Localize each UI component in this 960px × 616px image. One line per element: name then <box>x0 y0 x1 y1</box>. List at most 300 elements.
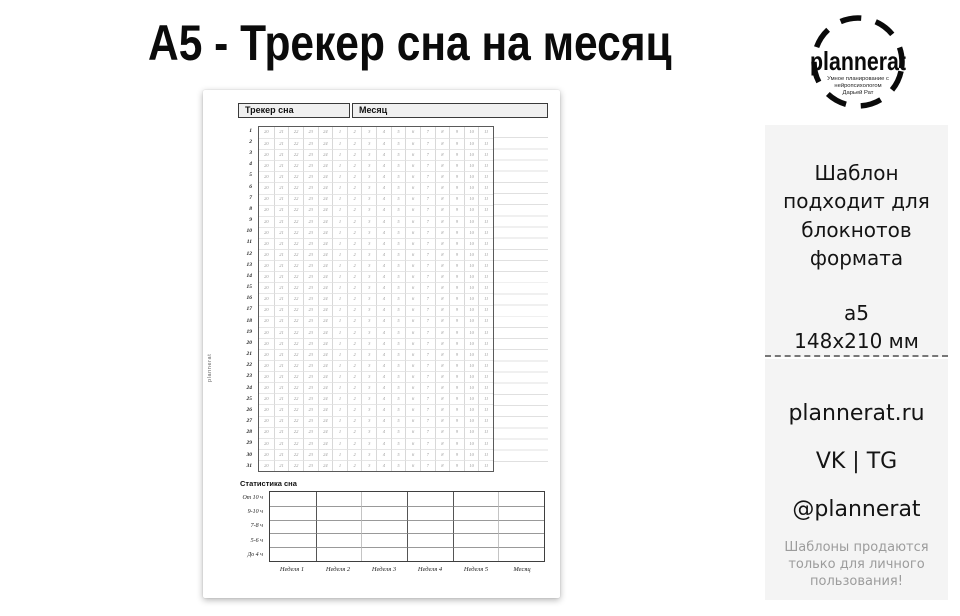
hour-cell: 9 <box>449 249 464 260</box>
hour-cell: 20 <box>259 249 274 260</box>
hour-cell: 20 <box>259 382 274 393</box>
day-number: 17 <box>246 306 252 313</box>
hour-cell: 21 <box>274 227 289 238</box>
hour-cell: 4 <box>376 393 391 404</box>
hour-cell: 6 <box>405 427 420 438</box>
hour-cell: 10 <box>464 449 479 460</box>
hour-cell: 7 <box>420 438 435 449</box>
hour-cell: 22 <box>288 216 303 227</box>
hour-cell: 5 <box>391 216 406 227</box>
hour-cell: 5 <box>391 194 406 205</box>
hour-cell: 6 <box>405 327 420 338</box>
hour-cell: 21 <box>274 316 289 327</box>
social-handle: @plannerat <box>792 496 921 522</box>
hour-cell: 3 <box>361 393 376 404</box>
stats-cell <box>498 492 544 506</box>
hour-cell: 6 <box>405 460 420 471</box>
hour-cell: 5 <box>391 260 406 271</box>
brand-wordmark: plannerat <box>810 46 907 76</box>
hour-cell: 22 <box>288 338 303 349</box>
hour-cell: 11 <box>478 316 493 327</box>
hour-cell: 21 <box>274 216 289 227</box>
hour-cell: 11 <box>478 160 493 171</box>
hour-cell: 6 <box>405 404 420 415</box>
hour-cell: 9 <box>449 416 464 427</box>
hour-cell: 22 <box>288 205 303 216</box>
hour-cell: 10 <box>464 293 479 304</box>
hour-cell: 11 <box>478 227 493 238</box>
day-number: 5 <box>249 172 252 179</box>
format-note: Шаблон подходит для блокнотов формата <box>783 161 930 271</box>
hour-cell: 22 <box>288 127 303 138</box>
stats-cell <box>453 506 499 520</box>
stats-row-label: 9-10 ч <box>247 509 263 516</box>
hour-cell: 23 <box>303 216 318 227</box>
hour-cell: 8 <box>435 227 450 238</box>
stats-cell <box>316 520 362 534</box>
hour-cell: 10 <box>464 227 479 238</box>
hour-cell: 7 <box>420 338 435 349</box>
tracker-header-title: Трекер сна <box>238 103 350 118</box>
hour-cell: 10 <box>464 182 479 193</box>
hour-cell: 23 <box>303 238 318 249</box>
hour-cell: 3 <box>361 182 376 193</box>
hour-cell: 21 <box>274 327 289 338</box>
hour-cell: 11 <box>478 271 493 282</box>
hour-cell: 4 <box>376 293 391 304</box>
hour-cell: 10 <box>464 149 479 160</box>
hour-cell: 4 <box>376 427 391 438</box>
hour-cell: 3 <box>361 438 376 449</box>
hour-cell: 8 <box>435 360 450 371</box>
hour-cell: 22 <box>288 449 303 460</box>
hour-cell: 11 <box>478 393 493 404</box>
hour-cell: 24 <box>318 149 333 160</box>
hour-cell: 6 <box>405 305 420 316</box>
hour-cell: 4 <box>376 238 391 249</box>
hour-cell: 24 <box>318 138 333 149</box>
hour-cell: 1 <box>332 194 347 205</box>
stats-title: Статистика сна <box>240 479 297 488</box>
hour-cell: 8 <box>435 238 450 249</box>
hour-cell: 2 <box>347 393 362 404</box>
hour-cell: 24 <box>318 382 333 393</box>
sidebar-info-panel <box>765 125 948 357</box>
stats-col-label: Неделя 2 <box>325 565 351 573</box>
day-number: 8 <box>249 205 252 212</box>
hour-cell: 1 <box>332 349 347 360</box>
hour-cell: 4 <box>376 360 391 371</box>
hour-cell: 3 <box>361 249 376 260</box>
hour-cell: 10 <box>464 371 479 382</box>
hour-cell: 21 <box>274 305 289 316</box>
hour-cell: 20 <box>259 416 274 427</box>
hour-cell: 23 <box>303 138 318 149</box>
hour-cell: 8 <box>435 393 450 404</box>
page-title: А5 - Трекер сна на месяц <box>148 15 672 71</box>
hour-cell: 7 <box>420 227 435 238</box>
hour-cell: 8 <box>435 316 450 327</box>
hour-cell: 3 <box>361 404 376 415</box>
hour-cell: 1 <box>332 371 347 382</box>
hour-cell: 23 <box>303 171 318 182</box>
hour-cell: 11 <box>478 371 493 382</box>
hour-cell: 2 <box>347 360 362 371</box>
hour-cell: 5 <box>391 138 406 149</box>
stats-cell <box>316 506 362 520</box>
hour-cell: 20 <box>259 216 274 227</box>
hour-cell: 7 <box>420 127 435 138</box>
hour-cell: 22 <box>288 416 303 427</box>
hour-cell: 20 <box>259 393 274 404</box>
hour-cell: 4 <box>376 171 391 182</box>
hour-cell: 9 <box>449 205 464 216</box>
hour-cell: 7 <box>420 382 435 393</box>
hour-cell: 10 <box>464 216 479 227</box>
hour-cell: 8 <box>435 138 450 149</box>
hour-cell: 2 <box>347 282 362 293</box>
hour-cell: 5 <box>391 271 406 282</box>
hour-cell: 8 <box>435 293 450 304</box>
hour-cell: 24 <box>318 182 333 193</box>
hour-cell: 5 <box>391 238 406 249</box>
template-preview-page <box>203 90 560 598</box>
hour-cell: 1 <box>332 249 347 260</box>
hour-cell: 6 <box>405 438 420 449</box>
hour-cell: 1 <box>332 160 347 171</box>
hour-cell: 10 <box>464 194 479 205</box>
hour-cell: 5 <box>391 382 406 393</box>
hour-cell: 10 <box>464 160 479 171</box>
hour-cell: 2 <box>347 327 362 338</box>
hour-cell: 6 <box>405 216 420 227</box>
hour-cell: 5 <box>391 460 406 471</box>
hour-cell: 21 <box>274 182 289 193</box>
hour-cell: 24 <box>318 316 333 327</box>
social-links: VK | TG <box>815 448 898 474</box>
brand-tagline-line: нейропсихологом <box>834 83 882 89</box>
day-number: 26 <box>246 406 252 413</box>
hour-cell: 9 <box>449 327 464 338</box>
hour-cell: 23 <box>303 271 318 282</box>
hour-cell: 2 <box>347 449 362 460</box>
hour-cell: 24 <box>318 127 333 138</box>
hour-cell: 1 <box>332 260 347 271</box>
hour-cell: 20 <box>259 260 274 271</box>
hour-cell: 23 <box>303 449 318 460</box>
hour-cell: 11 <box>478 194 493 205</box>
hour-cell: 21 <box>274 371 289 382</box>
hour-cell: 23 <box>303 360 318 371</box>
hour-cell: 6 <box>405 227 420 238</box>
hour-cell: 22 <box>288 171 303 182</box>
hour-cell: 7 <box>420 316 435 327</box>
stats-cell <box>270 492 316 506</box>
hour-cell: 6 <box>405 182 420 193</box>
stats-cell <box>407 520 453 534</box>
hour-cell: 20 <box>259 449 274 460</box>
hour-cell: 9 <box>449 260 464 271</box>
stats-row-label: До 4 ч <box>247 551 263 558</box>
day-number: 2 <box>249 138 252 145</box>
hour-cell: 24 <box>318 360 333 371</box>
hour-cell: 2 <box>347 293 362 304</box>
hour-cell: 8 <box>435 460 450 471</box>
stats-row-label: 7-8 ч <box>250 523 263 530</box>
day-number: 16 <box>246 295 252 302</box>
stats-cell <box>270 547 316 561</box>
hour-cell: 20 <box>259 160 274 171</box>
hour-cell: 5 <box>391 416 406 427</box>
hour-cell: 20 <box>259 349 274 360</box>
hour-cell: 20 <box>259 227 274 238</box>
hour-cell: 2 <box>347 182 362 193</box>
stats-cell <box>361 492 407 506</box>
hour-cell: 20 <box>259 360 274 371</box>
hour-cell: 22 <box>288 371 303 382</box>
hour-cell: 7 <box>420 349 435 360</box>
hour-cell: 3 <box>361 282 376 293</box>
hour-cell: 6 <box>405 338 420 349</box>
hour-cell: 24 <box>318 216 333 227</box>
day-number: 12 <box>246 250 252 257</box>
day-number: 11 <box>246 239 252 246</box>
format-size-line: а5 <box>844 300 869 325</box>
hour-cell: 2 <box>347 138 362 149</box>
hour-cell: 9 <box>449 293 464 304</box>
hour-cell: 10 <box>464 127 479 138</box>
hour-cell: 20 <box>259 371 274 382</box>
hour-cell: 4 <box>376 205 391 216</box>
hour-cell: 23 <box>303 127 318 138</box>
brand-tagline-line: Дарьей Рат <box>842 90 874 96</box>
hour-cell: 6 <box>405 382 420 393</box>
hour-cell: 22 <box>288 293 303 304</box>
hour-cell: 9 <box>449 449 464 460</box>
hour-cell: 1 <box>332 305 347 316</box>
day-number: 31 <box>246 462 252 469</box>
day-number: 20 <box>246 339 252 346</box>
hour-cell: 24 <box>318 416 333 427</box>
hour-cell: 3 <box>361 316 376 327</box>
hour-cell: 8 <box>435 404 450 415</box>
hour-cell: 21 <box>274 293 289 304</box>
hour-cell: 6 <box>405 371 420 382</box>
hour-cell: 3 <box>361 271 376 282</box>
hour-cell: 24 <box>318 205 333 216</box>
hour-cell: 5 <box>391 305 406 316</box>
hour-cell: 23 <box>303 160 318 171</box>
hour-cell: 21 <box>274 393 289 404</box>
hour-cell: 5 <box>391 449 406 460</box>
hour-cell: 21 <box>274 260 289 271</box>
hour-cell: 11 <box>478 338 493 349</box>
hour-cell: 6 <box>405 271 420 282</box>
hour-cell: 24 <box>318 393 333 404</box>
hour-cell: 6 <box>405 316 420 327</box>
hour-cell: 4 <box>376 271 391 282</box>
hour-cell: 9 <box>449 404 464 415</box>
site-url: plannerat.ru <box>788 401 925 426</box>
hour-cell: 4 <box>376 182 391 193</box>
hour-cell: 10 <box>464 438 479 449</box>
day-number: 1 <box>249 127 252 134</box>
hour-cell: 24 <box>318 460 333 471</box>
hour-cell: 24 <box>318 449 333 460</box>
hour-cell: 11 <box>478 282 493 293</box>
hour-cell: 5 <box>391 316 406 327</box>
stats-cell <box>270 520 316 534</box>
hour-cell: 22 <box>288 271 303 282</box>
day-number: 27 <box>246 418 252 425</box>
hour-cell: 20 <box>259 138 274 149</box>
hour-cell: 20 <box>259 316 274 327</box>
hour-cell: 11 <box>478 293 493 304</box>
hour-cell: 20 <box>259 238 274 249</box>
hour-cell: 20 <box>259 293 274 304</box>
hour-cell: 4 <box>376 216 391 227</box>
hour-cell: 22 <box>288 438 303 449</box>
hour-cell: 21 <box>274 160 289 171</box>
stats-cell <box>316 533 362 547</box>
hour-cell: 22 <box>288 194 303 205</box>
hour-cell: 23 <box>303 327 318 338</box>
hour-cell: 5 <box>391 360 406 371</box>
hour-cell: 8 <box>435 371 450 382</box>
hour-cell: 3 <box>361 338 376 349</box>
hour-cell: 20 <box>259 338 274 349</box>
hour-cell: 22 <box>288 282 303 293</box>
hour-cell: 20 <box>259 205 274 216</box>
notes-ruling-lines <box>494 127 548 472</box>
hour-cell: 2 <box>347 171 362 182</box>
hour-cell: 7 <box>420 327 435 338</box>
page-side-watermark: plannerat <box>207 353 213 382</box>
hour-cell: 4 <box>376 460 391 471</box>
stats-cell <box>270 533 316 547</box>
day-number: 14 <box>246 272 252 279</box>
hour-cell: 22 <box>288 404 303 415</box>
hour-cell: 23 <box>303 416 318 427</box>
hour-cell: 9 <box>449 149 464 160</box>
stats-col-labels <box>269 564 545 576</box>
hour-cell: 10 <box>464 171 479 182</box>
day-number: 18 <box>246 317 252 324</box>
stats-grid <box>269 491 545 562</box>
hour-cell: 23 <box>303 194 318 205</box>
hour-cell: 8 <box>435 127 450 138</box>
hour-cell: 8 <box>435 338 450 349</box>
hour-cell: 21 <box>274 271 289 282</box>
hour-cell: 23 <box>303 382 318 393</box>
stats-cell <box>270 506 316 520</box>
hour-cell: 2 <box>347 305 362 316</box>
hour-cell: 10 <box>464 249 479 260</box>
hour-cell: 23 <box>303 205 318 216</box>
hour-cell: 24 <box>318 227 333 238</box>
hour-cell: 10 <box>464 427 479 438</box>
hour-cell: 21 <box>274 416 289 427</box>
hour-cell: 11 <box>478 382 493 393</box>
stats-cell <box>316 492 362 506</box>
hour-cell: 24 <box>318 238 333 249</box>
hour-cell: 9 <box>449 338 464 349</box>
hour-cell: 10 <box>464 393 479 404</box>
hour-cell: 2 <box>347 205 362 216</box>
hour-cell: 1 <box>332 216 347 227</box>
hour-cell: 20 <box>259 182 274 193</box>
hour-cell: 9 <box>449 360 464 371</box>
hour-cell: 1 <box>332 316 347 327</box>
hour-cell: 4 <box>376 371 391 382</box>
hour-cell: 2 <box>347 427 362 438</box>
hour-cell: 10 <box>464 282 479 293</box>
hour-cell: 2 <box>347 194 362 205</box>
stats-cell <box>453 492 499 506</box>
hour-cell: 9 <box>449 216 464 227</box>
hour-cell: 9 <box>449 238 464 249</box>
hour-cell: 21 <box>274 138 289 149</box>
day-number: 6 <box>249 183 252 190</box>
hour-cell: 6 <box>405 293 420 304</box>
hour-cell: 3 <box>361 160 376 171</box>
hour-cell: 3 <box>361 260 376 271</box>
hour-cell: 1 <box>332 138 347 149</box>
hour-cell: 3 <box>361 138 376 149</box>
format-size-line: 148x210 мм <box>794 328 919 353</box>
hour-cell: 9 <box>449 227 464 238</box>
hour-cell: 11 <box>478 427 493 438</box>
hour-cell: 23 <box>303 182 318 193</box>
hour-cell: 22 <box>288 149 303 160</box>
hour-cell: 21 <box>274 404 289 415</box>
hour-cell: 22 <box>288 382 303 393</box>
hour-cell: 6 <box>405 171 420 182</box>
hour-cell: 3 <box>361 305 376 316</box>
hour-cell: 3 <box>361 205 376 216</box>
hour-cell: 23 <box>303 249 318 260</box>
hour-cell: 9 <box>449 305 464 316</box>
hour-cell: 6 <box>405 449 420 460</box>
hour-cell: 22 <box>288 238 303 249</box>
hour-cell: 9 <box>449 171 464 182</box>
hour-cell: 3 <box>361 449 376 460</box>
hour-cell: 20 <box>259 438 274 449</box>
hour-cell: 2 <box>347 216 362 227</box>
hour-cell: 9 <box>449 349 464 360</box>
hour-cell: 8 <box>435 149 450 160</box>
tracker-header <box>238 103 548 118</box>
day-number: 4 <box>249 161 252 168</box>
hour-cell: 9 <box>449 282 464 293</box>
hour-cell: 5 <box>391 205 406 216</box>
day-number: 19 <box>246 328 252 335</box>
day-number: 25 <box>246 395 252 402</box>
hour-cell: 23 <box>303 427 318 438</box>
hour-cell: 21 <box>274 382 289 393</box>
stats-col-label: Неделя 3 <box>371 565 397 573</box>
stats-col-label: Неделя 5 <box>463 565 489 573</box>
hour-cell: 11 <box>478 438 493 449</box>
hour-cell: 8 <box>435 182 450 193</box>
hour-cell: 1 <box>332 460 347 471</box>
hour-cell: 21 <box>274 282 289 293</box>
hour-cell: 20 <box>259 404 274 415</box>
hour-cell: 9 <box>449 138 464 149</box>
hour-cell: 4 <box>376 160 391 171</box>
hour-cell: 7 <box>420 393 435 404</box>
hour-cell: 6 <box>405 194 420 205</box>
